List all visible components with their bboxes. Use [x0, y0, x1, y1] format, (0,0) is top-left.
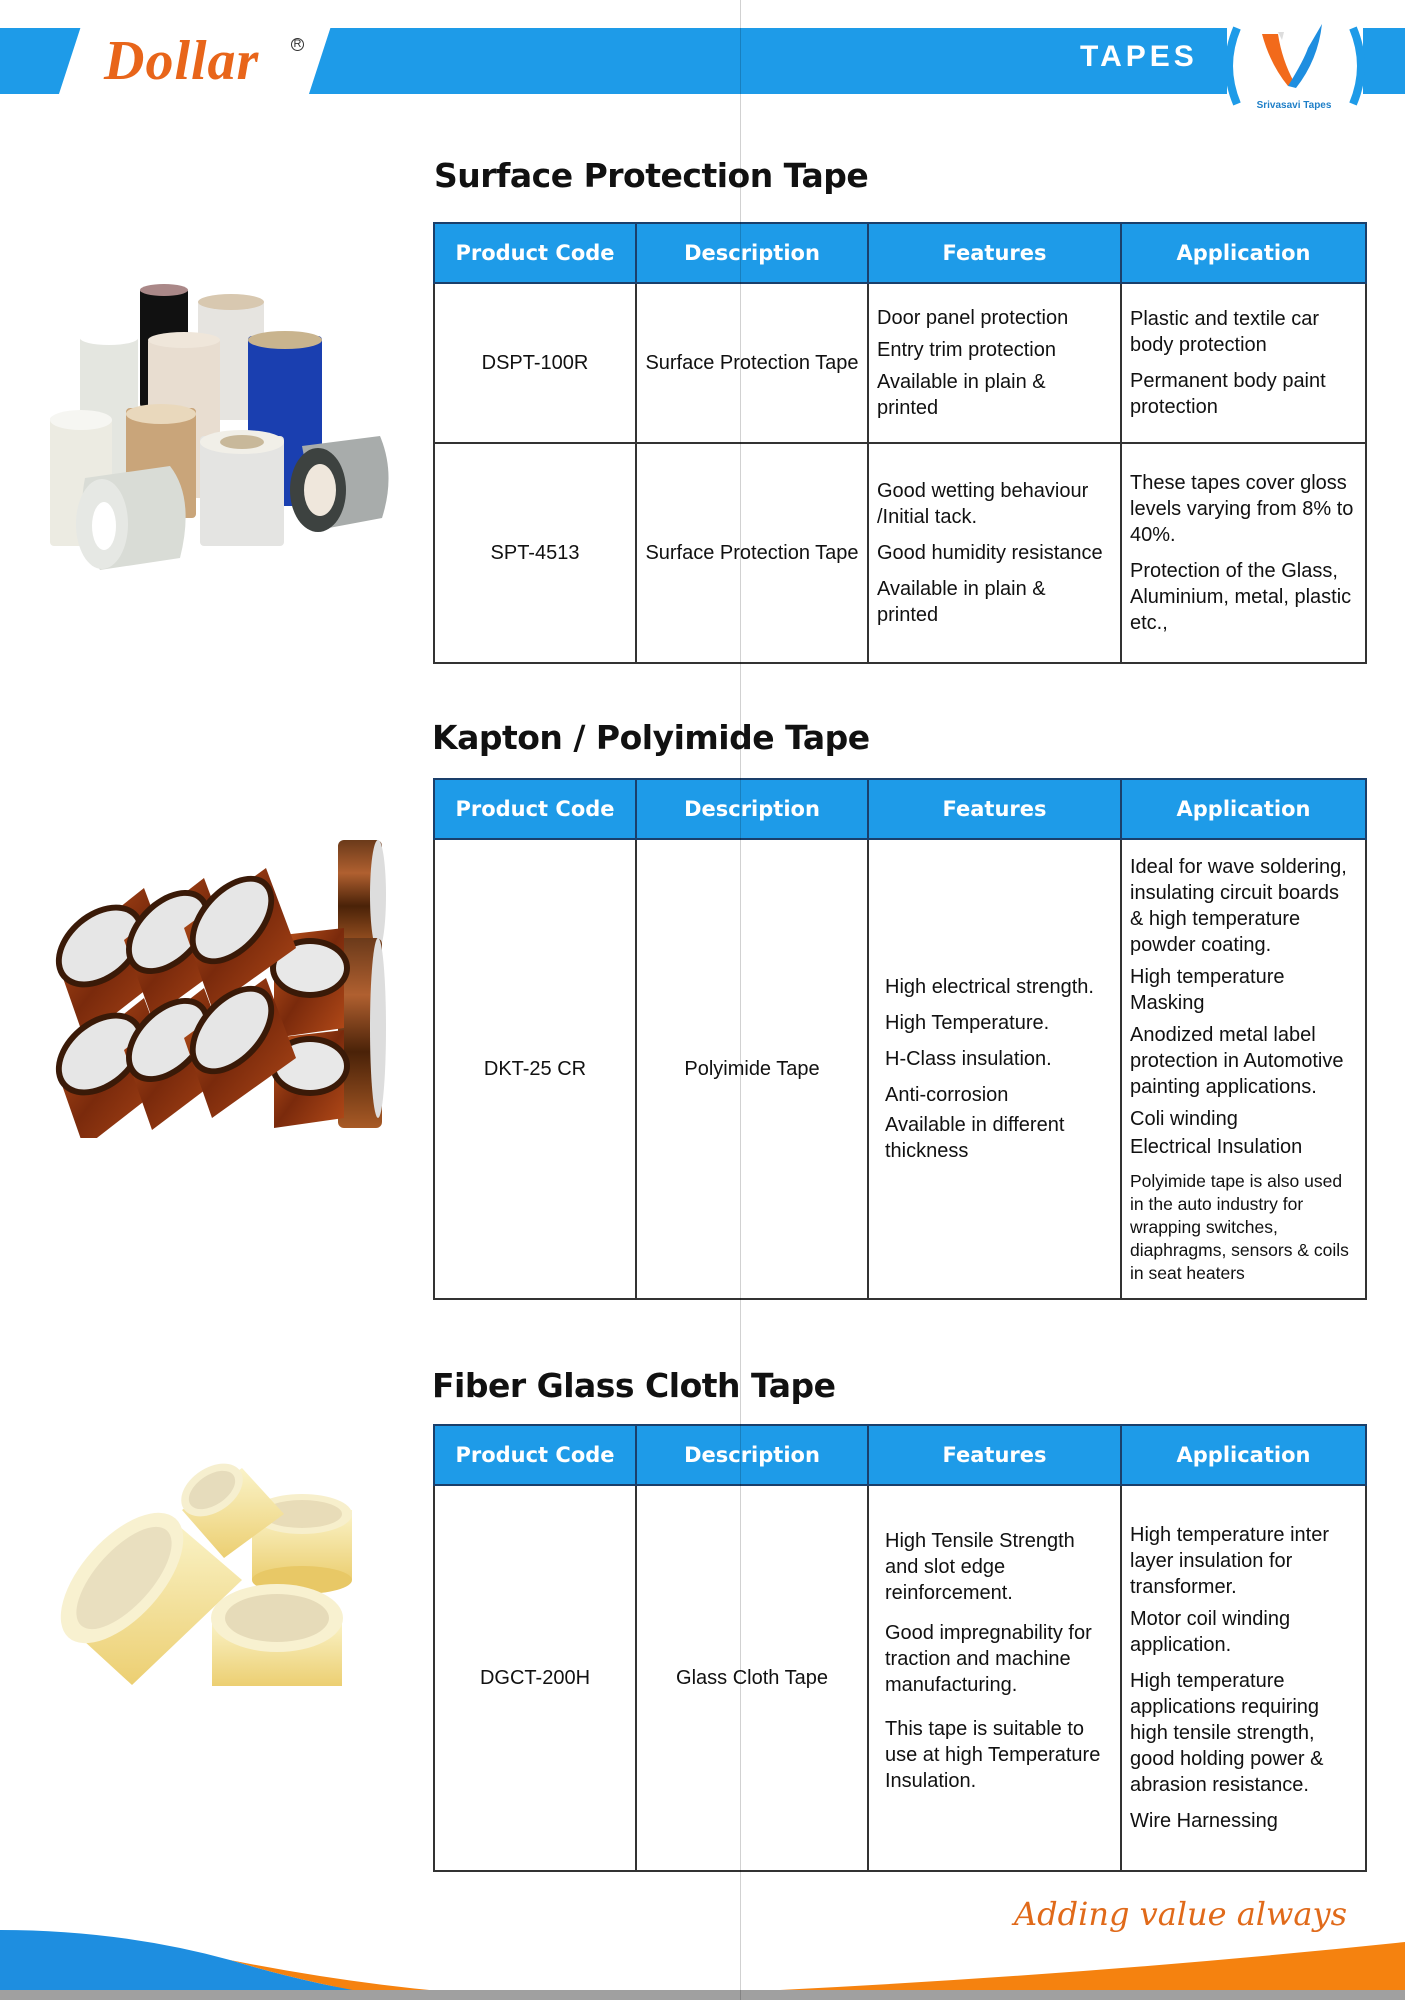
- application-cell: [1121, 443, 1366, 663]
- column-header-description: Description: [636, 1425, 868, 1485]
- table-row: [434, 443, 1366, 663]
- feature-item: Good impregnability for traction and machine manufacturing.: [885, 1622, 1092, 1696]
- surface-protection-table: [433, 222, 1367, 664]
- table-row: [434, 283, 1366, 443]
- product-code-cell: DSPT-100R: [434, 283, 636, 443]
- surface-protection-tape-image: [30, 268, 400, 578]
- application-item: Polyimide tape is also used in the auto industry for wrapping switches, diaphragms, sensors & coils in seat heaters: [1130, 1170, 1349, 1283]
- feature-item: Anti-corrosion: [885, 1084, 1009, 1106]
- application-item: High temperature inter layer insulation for transformer.: [1130, 1524, 1329, 1598]
- application-cell: [1121, 1485, 1366, 1871]
- column-header-product-code: Product Code: [434, 223, 636, 283]
- description-cell: Surface Protection Tape: [636, 283, 868, 443]
- table-header-row: [434, 223, 1366, 283]
- column-header-features: Features: [868, 1425, 1121, 1485]
- column-header-description: Description: [636, 223, 868, 283]
- features-cell: [868, 283, 1121, 443]
- feature-item: Entry trim protection: [877, 339, 1056, 361]
- column-header-features: Features: [868, 223, 1121, 283]
- features-cell: [868, 839, 1121, 1299]
- feature-item: H-Class insulation.: [885, 1048, 1052, 1070]
- column-header-product-code: Product Code: [434, 779, 636, 839]
- application-item: High temperature Masking: [1130, 965, 1285, 1014]
- application-item: Protection of the Glass, Aluminium, metal, plastic etc.,: [1130, 560, 1352, 634]
- application-item: Plastic and textile car body protection: [1130, 308, 1319, 356]
- features-cell: [868, 1485, 1121, 1871]
- table-header-row: [434, 1425, 1366, 1485]
- product-code-cell: DGCT-200H: [434, 1485, 636, 1871]
- section-title-surface-protection: Surface Protection Tape: [434, 156, 869, 195]
- application-item: High temperature applications requiring high tensile strength, good holding power & abrasion resistance.: [1130, 1670, 1324, 1796]
- section-title-fiber-glass-cloth: Fiber Glass Cloth Tape: [432, 1366, 836, 1405]
- feature-item: Good humidity resistance: [877, 542, 1103, 564]
- application-item: Motor coil winding application.: [1130, 1608, 1291, 1656]
- feature-item: High Temperature.: [885, 1012, 1050, 1034]
- table-header-row: [434, 779, 1366, 839]
- column-header-application: Application: [1121, 223, 1366, 283]
- feature-item: Available in plain & printed: [877, 578, 1046, 626]
- description-cell: Polyimide Tape: [636, 839, 868, 1299]
- fiber-glass-cloth-table: [433, 1424, 1367, 1872]
- application-cell: [1121, 283, 1366, 443]
- feature-item: Available in plain & printed: [877, 371, 1046, 419]
- application-item: Ideal for wave soldering, insulating circuit boards & high temperature powder coating.: [1130, 855, 1347, 956]
- table-row: [434, 1485, 1366, 1871]
- description-cell: Glass Cloth Tape: [636, 1485, 868, 1871]
- application-item: These tapes cover gloss levels varying from 8% to 40%.: [1130, 472, 1354, 546]
- kapton-polyimide-table: [433, 778, 1367, 1300]
- product-code-cell: DKT-25 CR: [434, 839, 636, 1299]
- application-item: Coli winding: [1130, 1107, 1238, 1130]
- section-title-kapton-polyimide: Kapton / Polyimide Tape: [432, 718, 870, 757]
- column-header-application: Application: [1121, 779, 1366, 839]
- feature-item: Available in different thickness: [885, 1114, 1065, 1162]
- srivasavi-v-logo-icon: [1252, 20, 1336, 92]
- product-code-cell: SPT-4513: [434, 443, 636, 663]
- brand-logo-dollar: Dollar: [104, 30, 260, 92]
- application-item: Permanent body paint protection: [1130, 370, 1326, 418]
- features-cell: [868, 443, 1121, 663]
- application-cell: [1121, 839, 1366, 1299]
- partner-caption: Srivasavi Tapes: [1256, 100, 1332, 111]
- registered-mark-icon: R: [291, 38, 304, 51]
- category-label: TAPES: [1080, 40, 1198, 73]
- feature-item: High Tensile Strength and slot edge reinforcement.: [885, 1530, 1075, 1604]
- feature-item: This tape is suitable to use at high Temperature Insulation.: [885, 1718, 1101, 1792]
- column-header-product-code: Product Code: [434, 1425, 636, 1485]
- table-row: [434, 839, 1366, 1299]
- feature-item: Door panel protection: [877, 307, 1069, 329]
- column-header-description: Description: [636, 779, 868, 839]
- application-item: Anodized metal label protection in Automotive painting applications.: [1130, 1023, 1344, 1098]
- footer-slogan: Adding value always: [1014, 1895, 1347, 1933]
- scan-fold-line: [740, 0, 741, 2000]
- feature-item: Good wetting behaviour /Initial tack.: [877, 480, 1089, 528]
- column-header-features: Features: [868, 779, 1121, 839]
- fiber-glass-cloth-tape-image: [52, 1450, 382, 1690]
- application-item: Wire Harnessing: [1130, 1810, 1278, 1832]
- column-header-application: Application: [1121, 1425, 1366, 1485]
- kapton-polyimide-tape-image: [34, 818, 404, 1138]
- description-cell: Surface Protection Tape: [636, 443, 868, 663]
- application-item: Electrical Insulation: [1130, 1135, 1303, 1158]
- feature-item: High electrical strength.: [885, 976, 1094, 998]
